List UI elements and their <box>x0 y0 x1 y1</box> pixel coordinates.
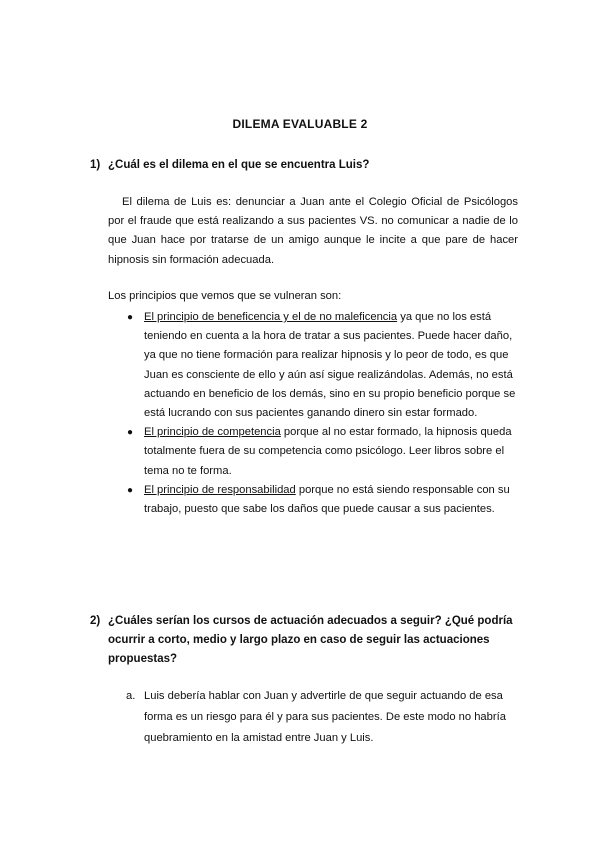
list-marker: a. <box>126 690 136 702</box>
list-item <box>108 481 518 519</box>
principles-list <box>108 308 518 519</box>
actions-list <box>126 686 516 749</box>
question-1-text: ¿Cuál es el dilema en el que se encuentra Luis? <box>108 159 370 171</box>
principle-text: porque al no estar formado, la hipnosis queda totalmente fuera de su competencia como psicólogo. Leer libros sobre el tema no te forma. <box>144 426 512 477</box>
principle-heading: El principio de beneficencia y el de no maleficencia <box>144 311 398 323</box>
question-1-answer <box>108 193 518 270</box>
question-1-answer-text: El dilema de Luis es: denunciar a Juan ante el Colegio Oficial de Psicólogos por el fraude que está realizando a sus pacientes VS. no comunicar a nadie de lo que Juan hace por tratarse de un amigo aunque le incite a que pare de hacer hipnosis sin formación adecuada. <box>108 196 518 266</box>
bullet-icon: ● <box>127 427 134 439</box>
question-2-number: 2) <box>90 615 101 627</box>
question-2-text: ¿Cuáles serían los cursos de actuación adecuados a seguir? ¿Qué podría ocurrir a corto, medio y largo plazo en caso de seguir las actuaciones propuestas? <box>108 615 513 665</box>
list-item <box>108 308 518 423</box>
list-item <box>108 423 518 481</box>
principle-text: porque no está siendo responsable con su trabajo, puesto que sabe los daños que puede causar a sus pacientes. <box>144 483 510 516</box>
principle-text: ya que no los está teniendo en cuenta a la hora de tratar a sus pacientes. Puede hacer daño, ya que no tiene formación para realizar hipnosis y lo peor de todo, es que Juan es consciente de ello y aún así sigue realizándolas. Además, no está actuando en beneficio de los demás, sino en su propio beneficio porque se está lucrando con sus pacientes ganando dinero sin estar formado. <box>144 311 516 420</box>
list-item <box>126 686 516 749</box>
action-text: Luis debería hablar con Juan y advertirle de que seguir actuando de esa forma es un riesgo para él y para sus pacientes. De este modo no habría quebramiento en la amistad entre Juan y Luis. <box>144 690 506 744</box>
bullet-icon: ● <box>127 312 134 323</box>
question-2 <box>90 612 520 669</box>
question-1-number: 1) <box>90 159 101 171</box>
question-1 <box>90 156 520 175</box>
document-title: DILEMA EVALUABLE 2 <box>232 117 368 131</box>
principle-heading: El principio de competencia <box>144 426 281 439</box>
bullet-icon: ● <box>127 484 134 496</box>
principle-heading: El principio de responsabilidad <box>144 483 296 496</box>
principles-intro: Los principios que vemos que se vulneran son: <box>108 290 342 302</box>
